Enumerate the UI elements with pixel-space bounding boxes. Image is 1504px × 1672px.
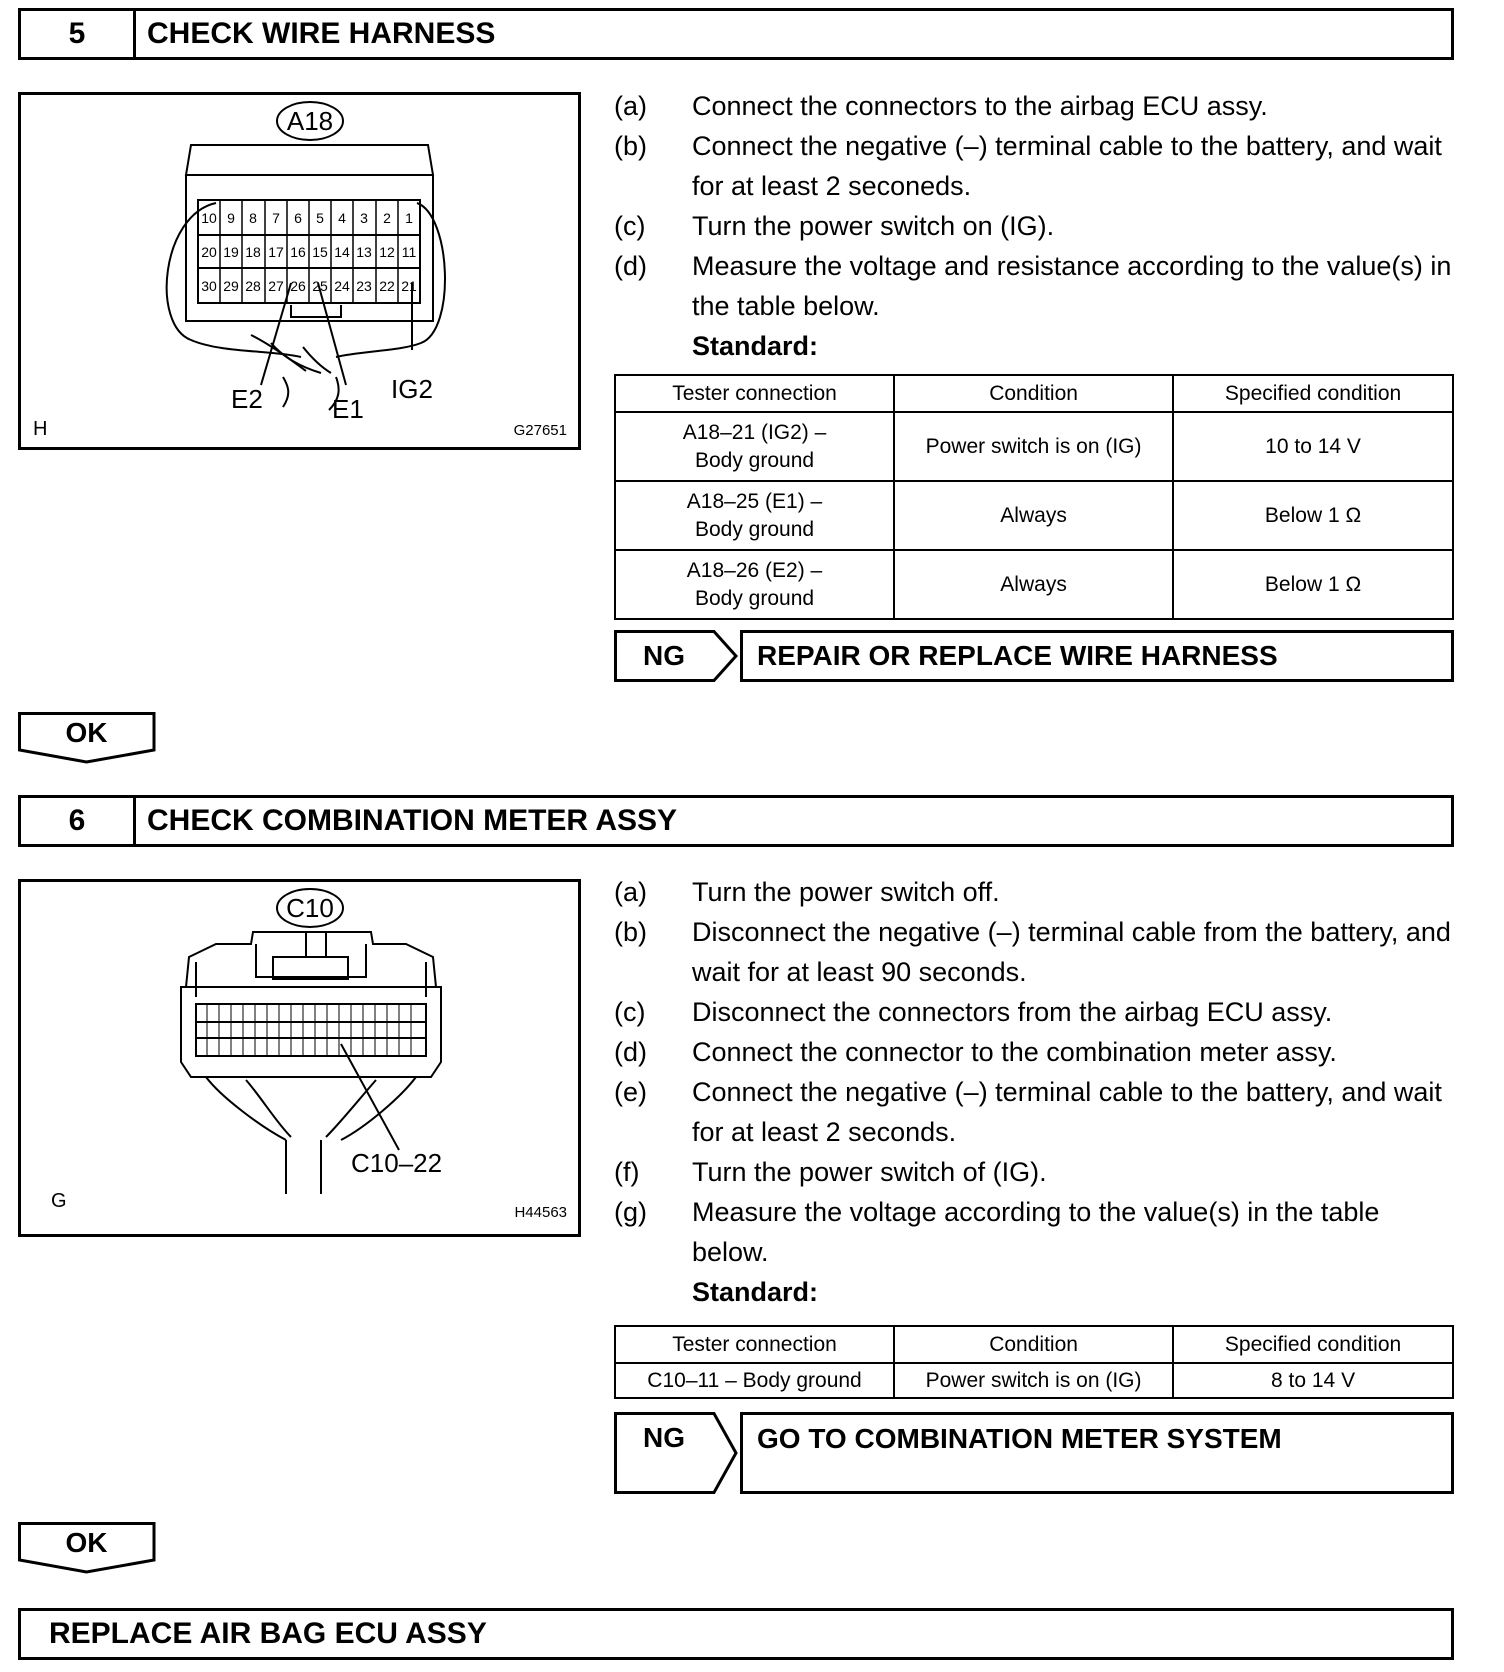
connection-line: Body ground	[694, 586, 815, 610]
step-text: Connect the negative (–) terminal cable to the battery, and wait for at least 2 seconeds.	[692, 131, 1442, 201]
pin-label: 9	[227, 210, 235, 226]
figure-corner-letter: G	[51, 1190, 67, 1212]
pin-label: 12	[379, 244, 395, 260]
pin-label: 10	[201, 210, 217, 226]
connection-line: A18–25 (E1) –	[686, 489, 823, 513]
pin-label: 27	[268, 278, 284, 294]
step-text: Connect the negative (–) terminal cable to the battery, and wait for at least 2 seconds.	[692, 1077, 1442, 1147]
table-row	[615, 550, 1453, 619]
pin-label: 4	[338, 210, 346, 226]
callout-e1: E1	[332, 394, 364, 424]
step-item	[614, 1032, 1454, 1072]
section-5-steps	[614, 86, 1454, 366]
step-item	[614, 126, 1454, 206]
step-text: Turn the power switch of (IG).	[692, 1157, 1047, 1187]
pin-label: 17	[268, 244, 284, 260]
pin-label: 11	[401, 244, 417, 260]
section-6-header	[18, 795, 1454, 847]
step-item	[614, 872, 1454, 912]
step-text: Connect the connector to the combination meter assy.	[692, 1037, 1337, 1067]
pin-callout: C10–22	[351, 1148, 443, 1178]
connector-label: C10	[286, 893, 334, 923]
step-item	[614, 912, 1454, 992]
specified-cell: Below 1 Ω	[1173, 481, 1453, 550]
tester-connection-cell	[615, 412, 894, 481]
tester-connection-cell	[615, 550, 894, 619]
section-number: 6	[21, 798, 136, 844]
standard-label: Standard:	[692, 1277, 819, 1307]
section-number: 5	[21, 11, 136, 57]
column-header: Specified condition	[1173, 1326, 1453, 1363]
section-6-steps	[614, 872, 1454, 1312]
condition-cell: Power switch is on (IG)	[894, 412, 1173, 481]
section-6-ok-arrow	[18, 1522, 158, 1574]
pin-label: 13	[356, 244, 372, 260]
pin-label: 15	[312, 244, 328, 260]
step-text: Connect the connectors to the airbag ECU assy.	[692, 91, 1268, 121]
table-header-row	[615, 375, 1453, 412]
specified-cell: Below 1 Ω	[1173, 550, 1453, 619]
step-text: Turn the power switch on (IG).	[692, 211, 1055, 241]
pin-label: 14	[334, 244, 350, 260]
figure-code: H44563	[514, 1204, 567, 1221]
column-header: Condition	[894, 1326, 1173, 1363]
pin-label: 21	[401, 278, 417, 294]
pin-label: 29	[223, 278, 239, 294]
pin-label: 28	[245, 278, 261, 294]
step-item	[614, 246, 1454, 326]
pin-label: 19	[223, 244, 239, 260]
step-letter: (d)	[614, 251, 647, 281]
ng-action-text: GO TO COMBINATION METER SYSTEM	[757, 1423, 1282, 1454]
connection-line: A18–26 (E2) –	[686, 558, 823, 582]
pin-label: 5	[316, 210, 324, 226]
step-item	[614, 206, 1454, 246]
step-letter: (a)	[614, 91, 647, 121]
ng-action-box	[740, 630, 1454, 682]
step-letter: (f)	[614, 1157, 640, 1187]
section-title: CHECK WIRE HARNESS	[147, 17, 496, 50]
c10-connector-diagram	[21, 882, 578, 1234]
a18-connector-diagram	[21, 95, 578, 447]
table-row	[615, 1363, 1453, 1398]
pin-label: 25	[312, 278, 328, 294]
step-item	[614, 86, 1454, 126]
pin-label: 24	[334, 278, 350, 294]
specified-cell: 8 to 14 V	[1173, 1363, 1453, 1398]
final-action-header	[18, 1608, 1454, 1660]
figure-corner-letter: H	[33, 418, 48, 440]
step-item	[614, 992, 1454, 1032]
step-letter: (e)	[614, 1077, 647, 1107]
pin-label: 30	[201, 278, 217, 294]
condition-cell: Always	[894, 550, 1173, 619]
column-header: Tester connection	[615, 375, 894, 412]
figure-code: G27651	[513, 422, 567, 439]
connection-line: Body ground	[694, 448, 815, 472]
section-5-header	[18, 8, 1454, 60]
section-title: CHECK COMBINATION METER ASSY	[147, 804, 678, 837]
step-letter: (d)	[614, 1037, 647, 1067]
pin-label: 6	[294, 210, 302, 226]
step-text: Measure the voltage and resistance according to the value(s) in the table below.	[692, 251, 1452, 321]
step-item	[614, 1192, 1454, 1272]
ng-action-text: REPAIR OR REPLACE WIRE HARNESS	[757, 640, 1278, 671]
ng-label: NG	[643, 640, 685, 671]
c10-connector-figure	[18, 879, 581, 1237]
pin-label: 23	[356, 278, 372, 294]
callout-ig2: IG2	[391, 374, 433, 404]
section-5-ng-branch	[614, 630, 1454, 682]
step-letter: (b)	[614, 131, 647, 161]
pin-label: 2	[383, 210, 391, 226]
connection-line: Body ground	[694, 517, 815, 541]
column-header: Condition	[894, 375, 1173, 412]
step-text: Measure the voltage according to the value(s) in the table below.	[692, 1197, 1380, 1267]
pin-label: 3	[360, 210, 368, 226]
final-action-title: REPLACE AIR BAG ECU ASSY	[49, 1617, 487, 1650]
pin-label: 26	[290, 278, 306, 294]
pin-label: 7	[272, 210, 280, 226]
section-6-spec-table	[614, 1325, 1454, 1399]
step-letter: (c)	[614, 211, 646, 241]
pin-label: 22	[379, 278, 395, 294]
step-text: Disconnect the negative (–) terminal cable from the battery, and wait for at least 90 seconds.	[692, 917, 1451, 987]
column-header: Tester connection	[615, 1326, 894, 1363]
step-item	[614, 1072, 1454, 1152]
step-letter: (a)	[614, 877, 647, 907]
step-text: Disconnect the connectors from the airbag ECU assy.	[692, 997, 1333, 1027]
step-letter: (g)	[614, 1197, 647, 1227]
ok-label: OK	[65, 717, 108, 748]
column-header: Specified condition	[1173, 375, 1453, 412]
section-6-ng-branch	[614, 1412, 1454, 1494]
step-letter: (b)	[614, 917, 647, 947]
tester-connection-cell: C10–11 – Body ground	[615, 1363, 894, 1398]
table-row	[615, 481, 1453, 550]
step-item	[614, 1152, 1454, 1192]
condition-cell: Power switch is on (IG)	[894, 1363, 1173, 1398]
ng-label: NG	[643, 1422, 685, 1453]
pin-label: 20	[201, 244, 217, 260]
connector-label: A18	[286, 106, 334, 136]
ng-action-box	[740, 1412, 1454, 1494]
section-5-spec-table	[614, 374, 1454, 620]
callout-e2: E2	[231, 384, 263, 414]
standard-label: Standard:	[692, 331, 819, 361]
condition-cell: Always	[894, 481, 1173, 550]
a18-connector-figure	[18, 92, 581, 450]
pin-label: 8	[249, 210, 257, 226]
step-letter: (c)	[614, 997, 646, 1027]
pin-label: 16	[290, 244, 306, 260]
table-header-row	[615, 1326, 1453, 1363]
connection-line: A18–21 (IG2) –	[682, 420, 827, 444]
pin-label: 18	[245, 244, 261, 260]
table-row	[615, 412, 1453, 481]
step-text: Turn the power switch off.	[692, 877, 1000, 907]
specified-cell: 10 to 14 V	[1173, 412, 1453, 481]
pin-label: 1	[405, 210, 413, 226]
tester-connection-cell	[615, 481, 894, 550]
section-5-ok-arrow	[18, 712, 158, 764]
ok-label: OK	[65, 1527, 108, 1558]
